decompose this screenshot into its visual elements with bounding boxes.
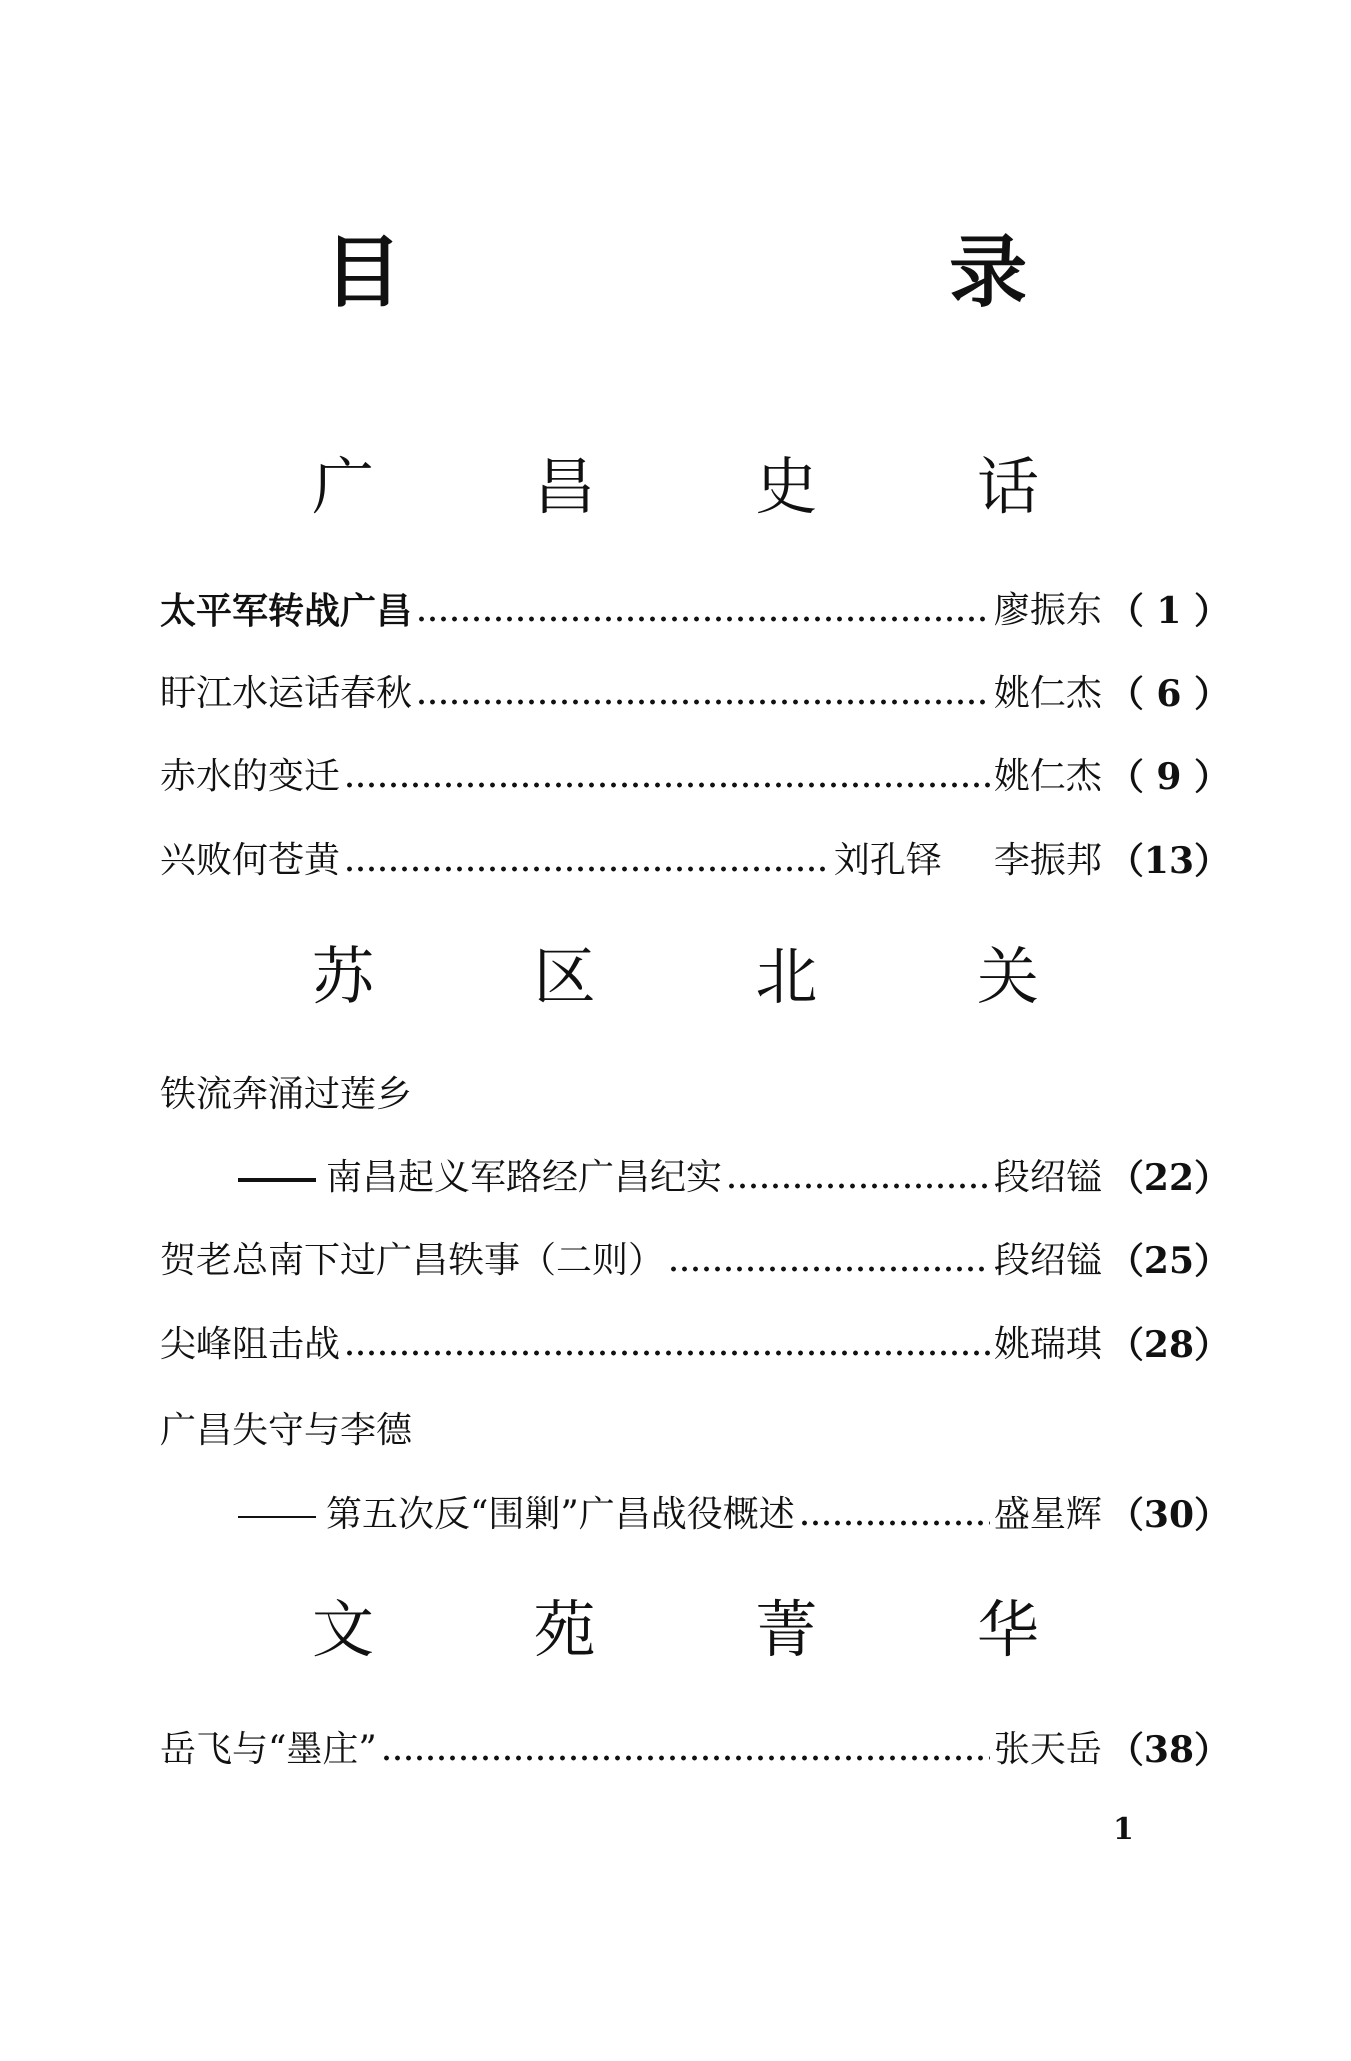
dot-leader bbox=[668, 1264, 990, 1274]
toc-entry-title: 赤水的变迁 bbox=[160, 756, 341, 797]
toc-entry bbox=[160, 752, 1230, 802]
em-dash bbox=[238, 1178, 316, 1182]
toc-entry-title: 贺老总南下过广昌轶事（二则） bbox=[160, 1240, 665, 1281]
dot-leader bbox=[344, 780, 990, 790]
toc-entry-author: 廖振东 bbox=[993, 590, 1102, 631]
toc-entry bbox=[160, 1320, 1230, 1370]
toc-entry bbox=[160, 586, 1230, 636]
section-heading-literature: 文 苑 菁 华 bbox=[311, 1593, 1110, 1666]
toc-entry bbox=[160, 1725, 1230, 1775]
toc-entry-title: 尖峰阻击战 bbox=[160, 1324, 341, 1365]
dot-leader bbox=[381, 1753, 990, 1763]
toc-entry-author: 姚仁杰 bbox=[993, 756, 1102, 797]
toc-entry-title: 第五次反“围剿”广昌战役概述 bbox=[238, 1490, 795, 1540]
dot-leader bbox=[344, 1348, 990, 1358]
toc-entry-author: 盛星辉 bbox=[993, 1494, 1102, 1535]
dot-leader bbox=[416, 697, 990, 707]
toc-entry-author bbox=[834, 836, 1102, 886]
toc-entry bbox=[238, 1490, 1230, 1540]
toc-entry-title: 盱江水运话春秋 bbox=[160, 673, 413, 714]
toc-entry-page: （ 9 ） bbox=[1107, 756, 1230, 798]
toc-entry bbox=[160, 669, 1230, 719]
toc-entry-title: 南昌起义军路经广昌纪实 bbox=[238, 1153, 722, 1203]
toc-entry-page: （38） bbox=[1107, 1729, 1230, 1771]
toc-entry-title: 广昌失守与李德 bbox=[160, 1410, 413, 1451]
toc-entry-author: 张天岳 bbox=[993, 1729, 1102, 1770]
dot-leader bbox=[344, 864, 830, 874]
toc-entry bbox=[160, 1236, 1230, 1286]
toc-entry-page: （22） bbox=[1107, 1157, 1230, 1199]
dot-leader bbox=[726, 1181, 990, 1191]
toc-entry-author: 段绍镒 bbox=[993, 1240, 1102, 1281]
section-heading-soviet: 苏 区 北 关 bbox=[311, 940, 1110, 1013]
toc-entry-page: （ 6 ） bbox=[1107, 673, 1230, 715]
toc-entry-author: 姚仁杰 bbox=[993, 673, 1102, 714]
toc-entry-title: 太平军转战广昌 bbox=[160, 590, 413, 632]
toc-entry-author-1: 刘孔铎 bbox=[833, 840, 942, 881]
toc-entry-page: （25） bbox=[1107, 1240, 1230, 1282]
toc-entry-author: 姚瑞琪 bbox=[993, 1324, 1102, 1365]
toc-entry-page: （30） bbox=[1107, 1494, 1230, 1536]
toc-entry-title: 铁流奔涌过莲乡 bbox=[160, 1074, 413, 1115]
toc-entry bbox=[238, 1153, 1230, 1203]
dot-leader bbox=[416, 614, 990, 624]
section-heading-history: 广 昌 史 话 bbox=[311, 450, 1110, 523]
toc-entry-author-2: 李振邦 bbox=[993, 840, 1102, 881]
page-number: 1 bbox=[1113, 1812, 1134, 1847]
toc-entry-title: 岳飞与“墨庄” bbox=[160, 1729, 377, 1770]
toc-entry-page: （13） bbox=[1107, 840, 1230, 882]
toc-entry-title: 兴败何苍黄 bbox=[160, 840, 341, 881]
toc-entry-page: （ 1 ） bbox=[1107, 590, 1230, 632]
toc-entry bbox=[160, 836, 1230, 886]
dot-leader bbox=[799, 1518, 990, 1528]
em-dash bbox=[238, 1516, 316, 1518]
page-title: 目 录 bbox=[323, 227, 1288, 318]
toc-entry-author: 段绍镒 bbox=[993, 1157, 1102, 1198]
toc-entry-page: （28） bbox=[1107, 1324, 1230, 1366]
